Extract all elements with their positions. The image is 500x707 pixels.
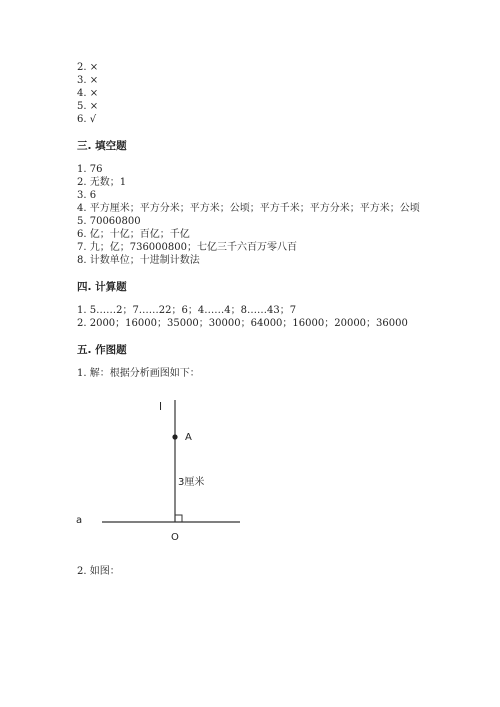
answer-line: 3. × [77, 75, 99, 86]
point-o-label: O [171, 532, 179, 543]
answer-line: 4. × [77, 88, 99, 99]
answer-line: 7. 九；亿；736000800；七亿三千六百万零八百 [77, 242, 297, 253]
answer-line: 6. √ [77, 114, 97, 125]
answer-line: 1. 76 [77, 164, 103, 175]
point-a [172, 434, 177, 439]
answer-line: 6. 亿；十亿；百亿；千亿 [77, 229, 190, 240]
answer-line: 3. 6 [77, 190, 97, 201]
line-l-label: l [159, 400, 163, 413]
answer-line: 2. 2000；16000；35000；30000；64000；16000；20000；36000 [77, 318, 408, 329]
answer-line: 1. 5……2；7……22；6；4……4；8……43；7 [77, 305, 297, 316]
point-a-label: A [185, 432, 192, 443]
right-angle-mark [175, 515, 182, 522]
section-heading-drawing: 五. 作图题 [77, 344, 127, 356]
drawing-item-2: 2. 如图： [77, 566, 120, 577]
answer-line: 2. × [77, 62, 99, 73]
distance-label: 3厘米 [178, 477, 205, 488]
section-heading-fill-blank: 三. 填空题 [77, 140, 127, 152]
section-heading-calculation: 四. 计算题 [77, 281, 127, 293]
answer-line: 5. 70060800 [77, 216, 141, 227]
line-a-label: a [76, 515, 83, 526]
answer-line: 2. 无数；1 [77, 177, 127, 188]
answer-line: 4. 平方厘米；平方分米；平方米；公顷；平方千米；平方分米；平方米；公顷 [77, 203, 420, 214]
perpendicular-diagram [70, 392, 260, 552]
answer-line: 8. 计数单位；十进制计数法 [77, 255, 200, 266]
answer-line: 5. × [77, 101, 99, 112]
drawing-item-1: 1. 解：根据分析画图如下： [77, 368, 200, 379]
